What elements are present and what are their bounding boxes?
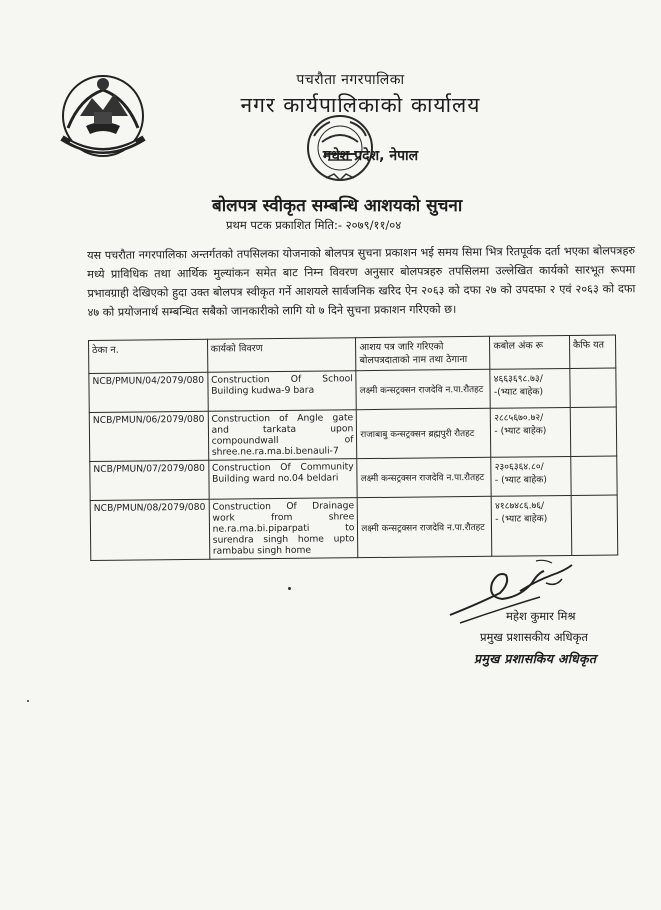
amount-note: - (भ्याट बाहेक) <box>495 513 548 525</box>
amount-note: - (भ्याट बाहेक) <box>494 425 547 437</box>
cell-amount <box>490 368 570 408</box>
office-name: नगर कार्यपालिकाको कार्यालय <box>240 93 481 117</box>
cell-contract-id: NCB/PMUN/08/2079/080 <box>90 499 209 560</box>
amount-note: - (भ्याट बाहेक) <box>494 474 547 486</box>
cell-contract-id: NCB/PMUN/06/2079/080 <box>89 411 208 461</box>
amount-value: ४६६३६९८.७३/ <box>493 373 543 385</box>
table-header-row <box>89 335 616 374</box>
published-date <box>226 218 401 233</box>
scan-speck <box>27 700 29 702</box>
table-row <box>89 368 616 413</box>
cell-amount <box>491 456 571 496</box>
municipality-name: पचरौता नगरपालिका <box>296 72 405 88</box>
cell-bidder: राजाबाबु कन्सट्रक्सन ब्रह्मपुरी रौतहट <box>357 408 491 458</box>
cell-amount <box>492 495 572 556</box>
cell-remark <box>571 495 618 555</box>
cell-remark <box>571 456 618 495</box>
cell-work: Construction Of Community Building ward no.04 beldari <box>208 459 357 500</box>
notice-body: यस पचरौता नगरपालिका अन्तर्गतको तपसिलका योजनाको बोलपत्र सुचना प्रकाशन भई समय सिमा भित्र रितपूर्वक दर्ता भएका बोलपत्रहरु मध्ये प्राविधिक तथा आर्थिक मुल्यांकन समेत बाट निम्न विवरण अनुसार बोलपत्रहरु तपसिलमा उल्लेखित कार्यको सारभूत रूपमा प्रभावग्राही देखिएको हुदा उक्त बोलपत्र स्वीकृत गर्ने आशयले सार्वजनिक खरिद ऐन २०६३ को दफा २७ को उपदफा २ एवं २०६३ को दफा ४७ को प्रयोजनार्थ सम्बन्धित सबैको जानकारीको लागि यो ७ दिने सुचना प्रकाशन गरिएको छ। <box>87 244 636 319</box>
cell-bidder: लक्ष्मी कन्सट्रक्सन राजदेवि न.पा.रौतहट <box>358 496 493 557</box>
signatory-title: प्रमुख प्रशासकीय अधिकृत <box>480 630 588 644</box>
cell-work: Construction Of School Building kudwa-9 bara <box>208 371 357 412</box>
published-date-text: प्रथम पटक प्रकाशित मिति:- २०७९/११/०४ <box>226 218 402 232</box>
cell-amount <box>491 407 571 457</box>
header-remark: कैफि यत <box>569 335 615 368</box>
table-row <box>89 407 616 462</box>
table-row <box>90 495 618 561</box>
header-amount: कबोल अंक रू <box>490 335 570 369</box>
cell-remark <box>570 407 617 456</box>
cell-work: Construction Of Drainage work from shree ne.ra.ma.bi.piparpati to surendra singh home upto rambabu singh home <box>209 498 358 560</box>
amount-value: २८८५६७०.७२/ <box>494 412 544 424</box>
header-contract-id: ठेका न. <box>89 339 208 373</box>
office-location: मधेश प्रदेश, नेपाल <box>322 148 419 164</box>
cell-contract-id: NCB/PMUN/04/2079/080 <box>89 372 208 412</box>
signatory-stamp: प्रमुख प्रशासकिय अधिकृत <box>474 651 597 666</box>
bid-table <box>88 334 618 561</box>
amount-value: २३०६३६४.८०/ <box>494 461 544 473</box>
amount-value: ४१८७४८६.७६/ <box>495 500 545 512</box>
cell-bidder: लक्ष्मी कन्सट्रक्सन राजदेवि न.पा.रौतहट <box>356 369 490 409</box>
cell-contract-id: NCB/PMUN/07/2079/080 <box>90 460 209 500</box>
signatory-name: महेश कुमार मिश्र <box>506 609 576 623</box>
scan-speck <box>288 587 291 590</box>
cell-work: Construction of Angle gate and tarkata upon compoundwall of shree.ne.ra.ma.bi.benauli-7 <box>208 410 357 461</box>
notice-title: बोलपत्र स्वीकृत सम्बन्धि आशयको सुचना <box>212 196 463 216</box>
header-work: कार्यको विवरण <box>207 338 356 373</box>
amount-note: -(भ्याट बाहेक) <box>493 386 544 398</box>
table-row <box>90 456 617 501</box>
header-bidder: आशय पत्र जारि गरिएको बोलपत्रदाताको नाम तथा ठेगाना <box>356 336 490 370</box>
cell-bidder: लक्ष्मी कन्सट्रक्सन राजदेवि न.पा.रौतहट <box>357 457 491 497</box>
cell-remark <box>570 368 617 407</box>
